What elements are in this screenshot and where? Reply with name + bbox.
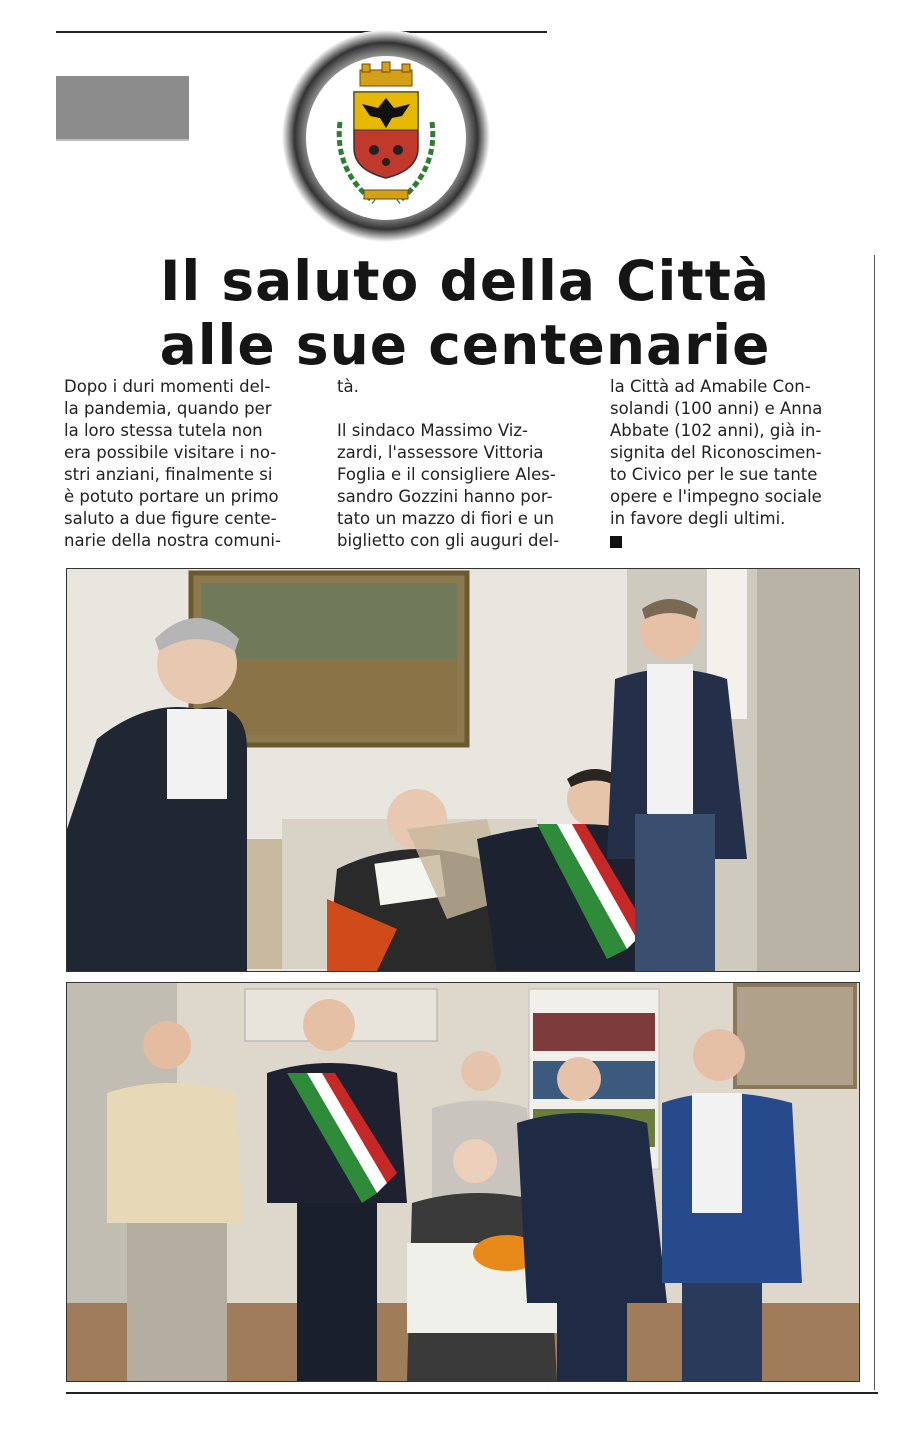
text-line bbox=[337, 398, 595, 420]
group-photo-icon bbox=[67, 569, 859, 971]
text-column-1 bbox=[64, 376, 322, 552]
end-mark-line bbox=[610, 530, 868, 552]
text-line: tà. bbox=[337, 377, 359, 396]
right-column-rule bbox=[874, 255, 875, 1390]
group-photo-icon bbox=[67, 983, 859, 1381]
city-emblem bbox=[282, 30, 490, 242]
text-line: tato un mazzo di fiori e un bbox=[337, 509, 555, 528]
text-line: biglietto con gli auguri del- bbox=[337, 531, 560, 550]
headline-line-1: Il saluto della Città bbox=[159, 249, 771, 313]
text-line: opere e l'impegno sociale bbox=[610, 487, 822, 506]
text-line: Il sindaco Massimo Viz- bbox=[337, 421, 528, 440]
text-line: to Civico per le sue tante bbox=[610, 465, 818, 484]
photo-top bbox=[66, 568, 860, 972]
text-line: la loro stessa tutela non bbox=[64, 421, 263, 440]
text-line: sandro Gozzini hanno por- bbox=[337, 487, 553, 506]
text-line: era possibile visitare i no- bbox=[64, 443, 277, 462]
text-line: zardi, l'assessore Vittoria bbox=[337, 443, 544, 462]
gray-header-block bbox=[56, 76, 189, 139]
bottom-rule bbox=[66, 1392, 878, 1394]
text-line: stri anziani, finalmente si bbox=[64, 465, 273, 484]
text-line: saluto a due figure cente- bbox=[64, 509, 277, 528]
text-line: signita del Riconoscimen- bbox=[610, 443, 822, 462]
text-line: in favore degli ultimi. bbox=[610, 509, 786, 528]
text-line: solandi (100 anni) e Anna bbox=[610, 399, 823, 418]
text-line: la Città ad Amabile Con- bbox=[610, 377, 811, 396]
coat-of-arms-icon bbox=[282, 30, 490, 242]
text-line: la pandemia, quando per bbox=[64, 399, 272, 418]
text-line: Foglia e il consigliere Ales- bbox=[337, 465, 556, 484]
text-line: narie della nostra comuni- bbox=[64, 531, 281, 550]
text-line: Abbate (102 anni), già in- bbox=[610, 421, 822, 440]
text-line: Dopo i duri momenti del- bbox=[64, 377, 271, 396]
end-of-article-icon bbox=[610, 536, 622, 548]
text-line: è potuto portare un primo bbox=[64, 487, 279, 506]
photo-bottom bbox=[66, 982, 860, 1382]
headline-line-2: alle sue centenarie bbox=[159, 313, 771, 377]
text-column-3 bbox=[610, 376, 868, 552]
text-column-2 bbox=[337, 376, 595, 552]
